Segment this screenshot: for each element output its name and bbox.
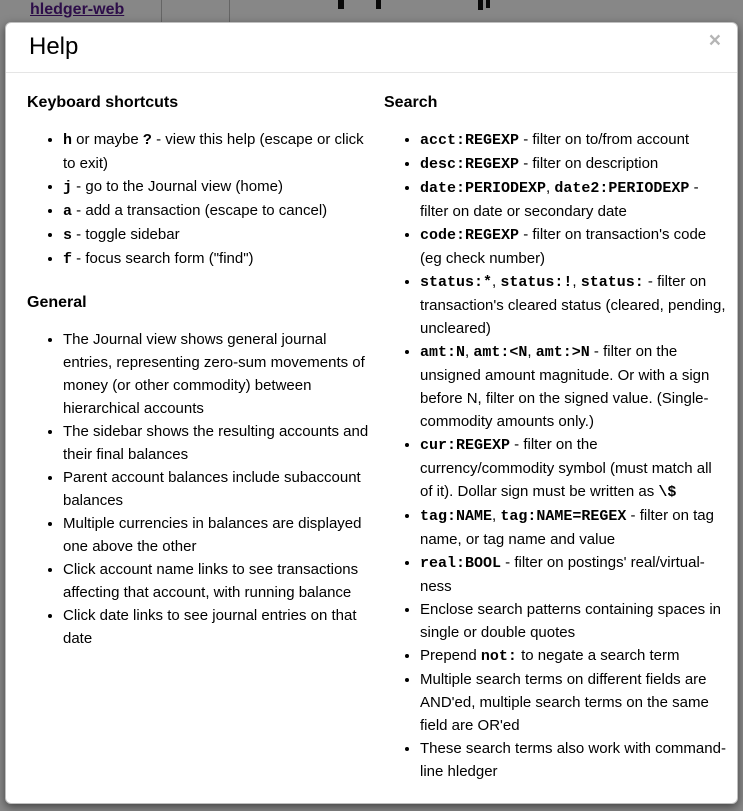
list-item: • status:*, status:!, status: - filter on transaction's cleared status (cleared, pending, uncleared)	[420, 270, 727, 340]
list-item: • j - go to the Journal view (home)	[63, 175, 370, 199]
code-term: date2:PERIODEXP	[554, 180, 690, 197]
code-term: date:PERIODEXP	[420, 180, 547, 197]
code-term: tag:NAME=REGEX	[500, 508, 627, 525]
keyboard-shortcuts-list	[27, 128, 370, 271]
code-term: status:!	[500, 274, 573, 291]
code-term: amt:N	[420, 344, 466, 361]
code-term: not:	[480, 648, 517, 665]
code-term: desc:REGEXP	[420, 156, 520, 173]
modal-body	[6, 73, 737, 803]
code-term: ?	[142, 132, 152, 149]
list-item: • cur:REGEXP - filter on the currency/commodity symbol (must match all of it). Dollar sign must be written as \$	[420, 433, 727, 504]
brand-link[interactable]: hledger-web	[30, 1, 125, 18]
code-term: h	[63, 132, 73, 149]
code-term: status:*	[420, 274, 493, 291]
keyboard-shortcuts-heading: Keyboard shortcuts	[27, 94, 179, 111]
list-item: • desc:REGEXP - filter on description	[420, 152, 727, 176]
modal-header	[6, 23, 737, 73]
code-term: j	[63, 179, 73, 196]
modal-title: Help	[29, 33, 79, 60]
list-item: • code:REGEXP - filter on transaction's code (eg check number)	[420, 223, 727, 270]
list-item: • Multiple search terms on different fields are AND'ed, multiple search terms on the same field are OR'ed	[420, 668, 727, 737]
right-column	[384, 93, 727, 783]
list-item: • Click account name links to see transactions affecting that account, with running balance	[63, 558, 370, 604]
list-item: • The Journal view shows general journal entries, representing zero-sum movements of money (or other commodity) between hierarchical accounts	[63, 328, 370, 420]
left-column	[27, 93, 370, 783]
list-item: • amt:N, amt:<N, amt:>N - filter on the unsigned amount magnitude. Or with a sign before N, filter on the signed value. (Single-commodity amounts only.)	[420, 340, 727, 433]
search-heading: Search	[384, 94, 438, 111]
code-term: cur:REGEXP	[420, 437, 511, 454]
list-item: • Parent account balances include subaccount balances	[63, 466, 370, 512]
code-term: a	[63, 203, 73, 220]
list-item: • f - focus search form ("find")	[63, 247, 370, 271]
list-item: • Prepend not: to negate a search term	[420, 644, 727, 668]
list-item: • Click date links to see journal entries on that date	[63, 604, 370, 650]
code-term: amt:<N	[473, 344, 528, 361]
list-item: • h or maybe ? - view this help (escape or click to exit)	[63, 128, 370, 175]
code-term: amt:>N	[535, 344, 590, 361]
code-term: tag:NAME	[420, 508, 493, 525]
help-modal	[5, 22, 738, 804]
list-item: • Enclose search patterns containing spaces in single or double quotes	[420, 598, 727, 644]
list-item: • s - toggle sidebar	[63, 223, 370, 247]
code-term: acct:REGEXP	[420, 132, 520, 149]
list-item: • These search terms also work with command-line hledger	[420, 737, 727, 783]
list-item: • a - add a transaction (escape to cancel)	[63, 199, 370, 223]
code-term: f	[63, 251, 73, 268]
search-list	[384, 128, 727, 783]
close-icon[interactable]: ×	[708, 29, 721, 52]
list-item: • real:BOOL - filter on postings' real/virtual-ness	[420, 551, 727, 598]
general-list	[27, 328, 370, 650]
list-item: • tag:NAME, tag:NAME=REGEX - filter on tag name, or tag name and value	[420, 504, 727, 551]
code-term: s	[63, 227, 73, 244]
list-item: • Multiple currencies in balances are displayed one above the other	[63, 512, 370, 558]
general-heading: General	[27, 294, 87, 311]
code-term: status:	[580, 274, 644, 291]
list-item: • The sidebar shows the resulting accounts and their final balances	[63, 420, 370, 466]
code-term: real:BOOL	[420, 555, 502, 572]
code-term: \$	[658, 484, 677, 501]
code-term: code:REGEXP	[420, 227, 520, 244]
list-item: • acct:REGEXP - filter on to/from account	[420, 128, 727, 152]
list-item: • date:PERIODEXP, date2:PERIODEXP - filter on date or secondary date	[420, 176, 727, 223]
